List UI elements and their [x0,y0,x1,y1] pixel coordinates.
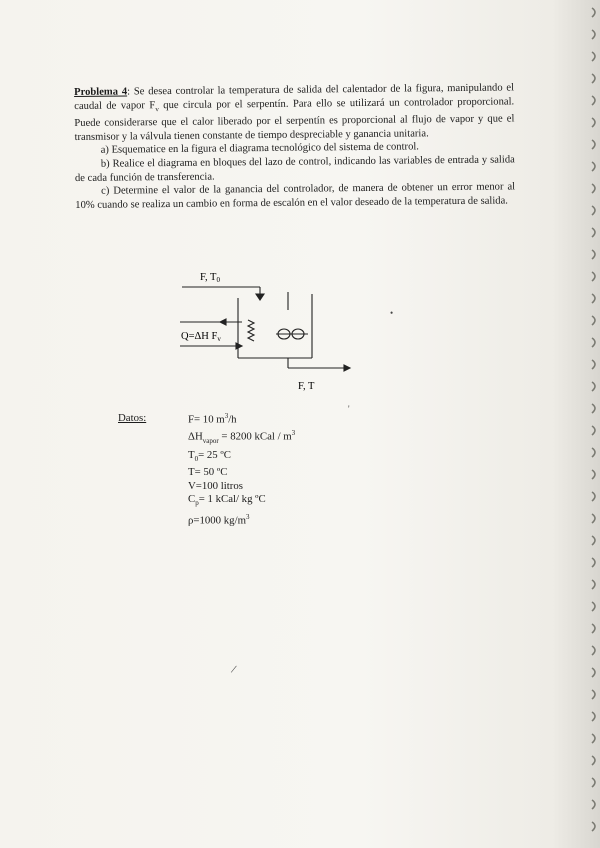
item-a: a) Esquematice en la figura el diagrama tecnológico del sistema de control. [100,141,420,157]
outlet-label: F, T [298,381,315,392]
datos-enthalpy: $\Delta H_{vapor} = 8200$ kCal / $m^3$ [188,429,296,445]
steam-out-arrow-icon [236,343,242,349]
inlet-label: F, T0 [200,272,220,284]
heater-diagram [160,262,370,402]
datos-list [188,410,295,528]
inlet-arrow-icon [256,294,264,300]
pen-mark: ' [348,404,350,414]
datos-outlet-temp: T= 50 ºC [188,466,228,479]
problem-statement [74,81,515,212]
datos-density: ρ=1000 $kg/m^3$ [188,513,250,527]
datos-label: Datos: [118,412,147,424]
pen-mark: / [229,661,238,677]
problem-title: Problema 4 [74,86,128,98]
coil-icon [248,320,254,341]
item-c: c) Determine el valor de la ganancia del controlador, de manera de obtener un error menor al 10% cuando se realiza un cambio en forma de escalón en el valor deseado de la temperatura de salida. [75,181,516,211]
datos-flow: F= 10 $m^3/h$ [188,412,237,426]
datos-inlet-temp: $T_0= 25$ ºC [188,448,231,463]
datos-heat-capacity: $C_p= 1$ kCal/ kg ºC [188,493,266,508]
spiral-binding-icon [578,0,600,848]
problem-intro: Problema 4: Se desea controlar la temperatura de salida del calentador de la figura, manipulando el caudal de vapor $F_v$ que circula por el serpentín. Para ello se utilizará un controlador proporcional. Puede considerarse que el calor liberado por el serpentín es proporcional al flujo de vapor y que el transmisor y la válvula tienen constante de tiempo despreciable y ganancia unitaria. [74,82,515,143]
pen-mark: • [390,308,394,318]
item-b: b) Realice el diagrama en bloques del lazo de control, indicando las variables de entrada y salida de cada función de transferencia. [74,154,515,184]
steam-in-arrow-icon [220,319,226,325]
datos-volume: V=100 litros [188,479,243,492]
outlet-arrow-icon [344,365,350,371]
heat-label: Q=ΔH Fv [181,331,221,343]
